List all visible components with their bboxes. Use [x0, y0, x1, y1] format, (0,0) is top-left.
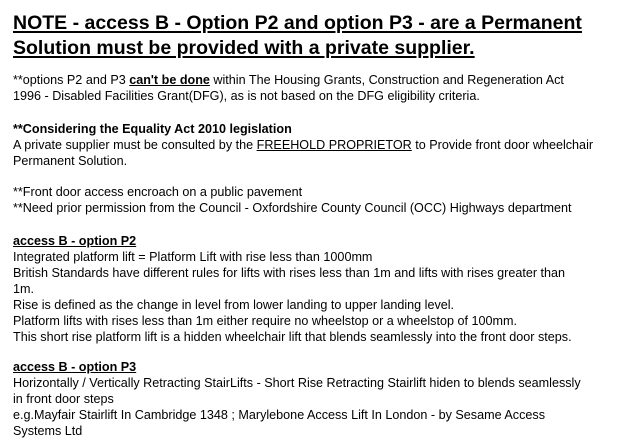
pavement-note: **Front door access encroach on a public pavement — [13, 185, 303, 199]
option-p3-line: in front door steps — [13, 392, 114, 406]
equality-pre: A private supplier must be consulted by the — [13, 138, 257, 152]
note-dfg-pre: **options P2 and P3 — [13, 73, 130, 87]
option-p2-line: 1m. — [13, 282, 34, 296]
title-line-2-text: Solution must be provided with a private supplier. — [13, 37, 475, 59]
note-dfg-line-1 — [13, 72, 633, 88]
equality-heading: **Considering the Equality Act 2010 legislation — [13, 122, 292, 136]
equality-line-2: Permanent Solution. — [13, 154, 128, 168]
option-p2-line: Platform lifts with rises less than 1m either require no wheelstop or a wheelstop of 100mm. — [13, 314, 517, 328]
note-dfg-emphasis: can't be done — [129, 73, 210, 87]
option-p2-heading: access B - option P2 — [13, 234, 137, 248]
title-line-1 — [13, 11, 633, 36]
page-title — [13, 11, 633, 61]
option-p3-section — [13, 359, 633, 439]
option-p2-line: Integrated platform lift = Platform Lift with rise less than 1000mm — [13, 250, 373, 264]
council-permission-note: **Need prior permission from the Council - Oxfordshire County Council (OCC) Highways department — [13, 201, 572, 215]
option-p2-line: Rise is defined as the change in level from lower landing to upper landing level. — [13, 298, 455, 312]
option-p2-line: This short rise platform lift is a hidden wheelchair lift that blends seamlessly into the front door steps. — [13, 330, 572, 344]
freehold-proprietor-text: FREEHOLD PROPRIETOR — [256, 138, 412, 152]
option-p3-heading: access B - option P3 — [13, 360, 137, 374]
option-p3-line: e.g.Mayfair Stairlift In Cambridge 1348 ; Marylebone Access Lift In London - by Sesame Access — [13, 408, 545, 422]
option-p3-line: Systems Ltd — [13, 424, 83, 438]
title-line-2 — [13, 36, 633, 61]
option-p2-section — [13, 233, 633, 345]
option-p3-line: Horizontally / Vertically Retracting StairLifts - Short Rise Retracting Stairlift hiden to blends seamlessly — [13, 376, 581, 390]
note-dfg-line-2: 1996 - Disabled Facilities Grant(DFG), as is not based on the DFG eligibility criteria. — [13, 89, 480, 103]
note-dfg-post: within The Housing Grants, Construction and Regeneration Act — [209, 73, 564, 87]
equality-line-1 — [13, 137, 633, 153]
option-p2-line: British Standards have different rules for lifts with rises less than 1m and lifts with rises greater than — [13, 266, 566, 280]
title-line-1-text: NOTE - access B - Option P2 and option P3 - are a Permanent — [13, 12, 582, 34]
note-dfg — [13, 72, 633, 104]
equality-post: to Provide front door wheelchair — [411, 138, 594, 152]
pavement-notes — [13, 184, 633, 216]
equality-section — [13, 121, 633, 169]
